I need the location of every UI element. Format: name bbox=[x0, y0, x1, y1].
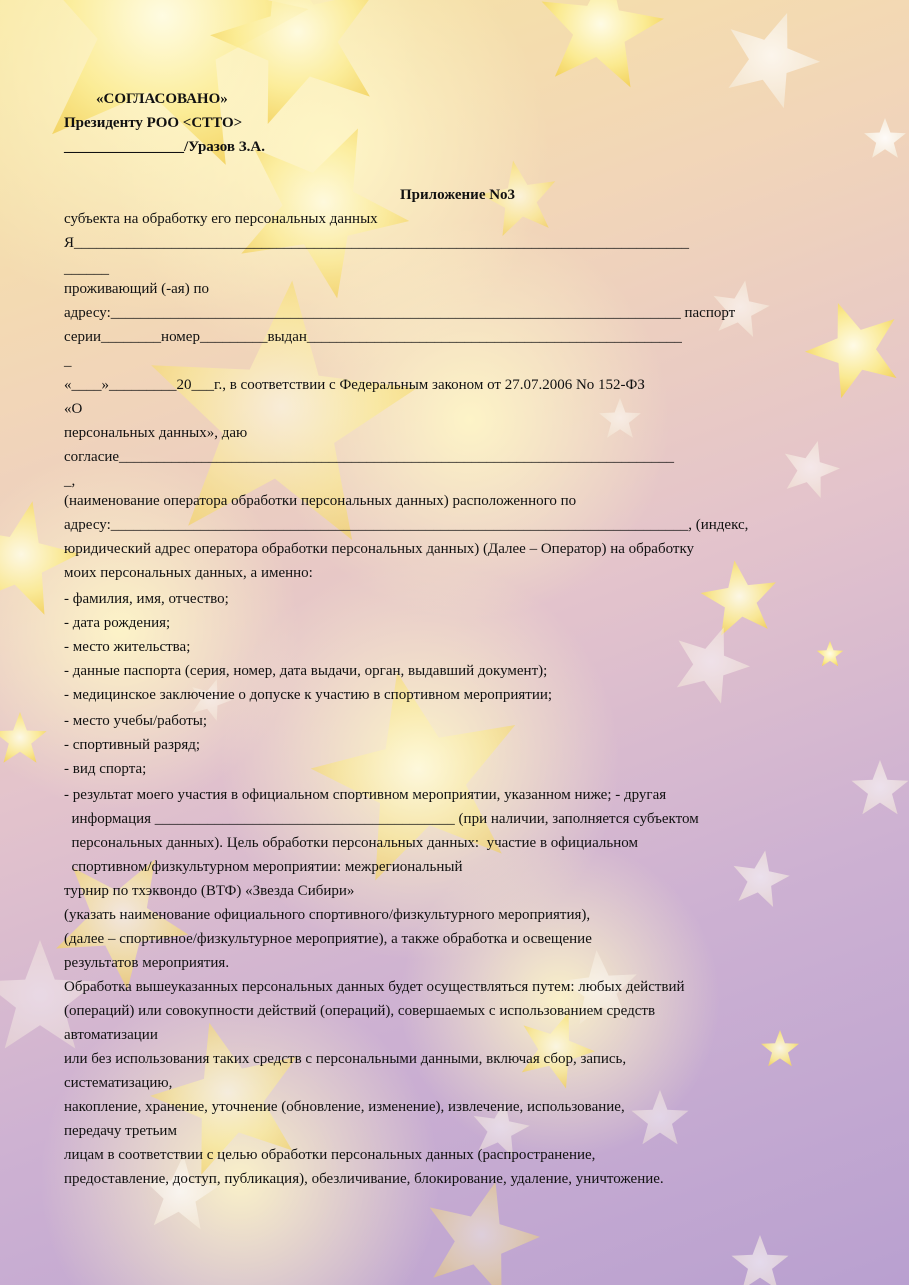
text-line: спортивном/физкультурном мероприятии: межрегиональный bbox=[64, 859, 463, 875]
text-line: серии________номер_________выдан__________________________________________________ bbox=[64, 329, 682, 345]
text-line: _, bbox=[64, 473, 76, 489]
text-line: юридический адрес оператора обработки персональных данных) (Далее – Оператор) на обработку bbox=[64, 541, 695, 557]
approved-stamp-text: «СОГЛАСОВАНО» bbox=[96, 91, 228, 107]
text-line: «____»_________20___г., в соответствии с Федеральным законом от 27.07.2006 No 152-ФЗ bbox=[64, 377, 645, 393]
event-name-line: турнир по тхэквондо (ВТФ) «Звезда Сибири» bbox=[64, 883, 355, 899]
text-line: субъекта на обработку его персональных данных bbox=[64, 211, 378, 227]
list-item: - вид спорта; bbox=[64, 761, 147, 777]
text-line: лицам в соответствии с целью обработки персональных данных (распространение, bbox=[64, 1147, 596, 1163]
text-line: моих персональных данных, а именно: bbox=[64, 565, 313, 581]
list-item: - место учебы/работы; bbox=[64, 713, 208, 729]
text-line: согласие__________________________________________________________________________ bbox=[64, 449, 675, 465]
text-line: предоставление, доступ, публикация), обезличивание, блокирование, удаление, уничтожение. bbox=[64, 1171, 664, 1187]
addressee-line: Президенту РОО <СТТО> bbox=[64, 115, 243, 131]
text-line: (указать наименование официального спортивного/физкультурного мероприятия), bbox=[64, 907, 591, 923]
text-line: _ bbox=[64, 353, 72, 369]
text-line: ______ bbox=[64, 261, 109, 277]
text-line: (наименование оператора обработки персональных данных) расположенного по bbox=[64, 493, 577, 509]
appendix-title: Приложение No3 bbox=[400, 187, 516, 203]
list-item: - спортивный разряд; bbox=[64, 737, 201, 753]
text-line: или без использования таких средств с персональными данными, включая сбор, запись, bbox=[64, 1051, 627, 1067]
text-line: Я__________________________________________________________________________________ bbox=[64, 235, 690, 251]
text-line: персональных данных», даю bbox=[64, 425, 248, 441]
signature-line: ________________/Уразов З.А. bbox=[64, 139, 265, 155]
text-line: персональных данных). Цель обработки персональных данных: участие в официальном bbox=[64, 835, 638, 851]
text-line: информация ________________________________________ (при наличии, заполняется субъектом bbox=[64, 811, 699, 827]
text-line: (далее – спортивное/физкультурное мероприятие), а также обработка и освещение bbox=[64, 931, 592, 947]
text-line: «О bbox=[64, 401, 83, 417]
text-line: (операций) или совокупности действий (операций), совершаемых с использованием средств bbox=[64, 1003, 656, 1019]
list-item: - фамилия, имя, отчество; bbox=[64, 591, 229, 607]
list-item: - место жительства; bbox=[64, 639, 191, 655]
text-line: Обработка вышеуказанных персональных данных будет осуществляться путем: любых действий bbox=[64, 979, 685, 995]
text-line: систематизацию, bbox=[64, 1075, 173, 1091]
list-item: - результат моего участия в официальном спортивном мероприятии, указанном ниже; - другая bbox=[64, 787, 667, 803]
text-line: автоматизации bbox=[64, 1027, 158, 1043]
text-line: передачу третьим bbox=[64, 1123, 177, 1139]
text-line: адресу:_____________________________________________________________________________, (индекс, bbox=[64, 517, 749, 533]
text-line: результатов мероприятия. bbox=[64, 955, 230, 971]
list-item: - дата рождения; bbox=[64, 615, 171, 631]
text-line: проживающий (-ая) по bbox=[64, 281, 209, 297]
list-item: - данные паспорта (серия, номер, дата выдачи, орган, выдавший документ); bbox=[64, 663, 548, 679]
text-line: накопление, хранение, уточнение (обновление, изменение), извлечение, использование, bbox=[64, 1099, 625, 1115]
list-item: - медицинское заключение о допуске к участию в спортивном мероприятии; bbox=[64, 687, 553, 703]
text-line: адресу:____________________________________________________________________________ паспорт bbox=[64, 305, 736, 321]
